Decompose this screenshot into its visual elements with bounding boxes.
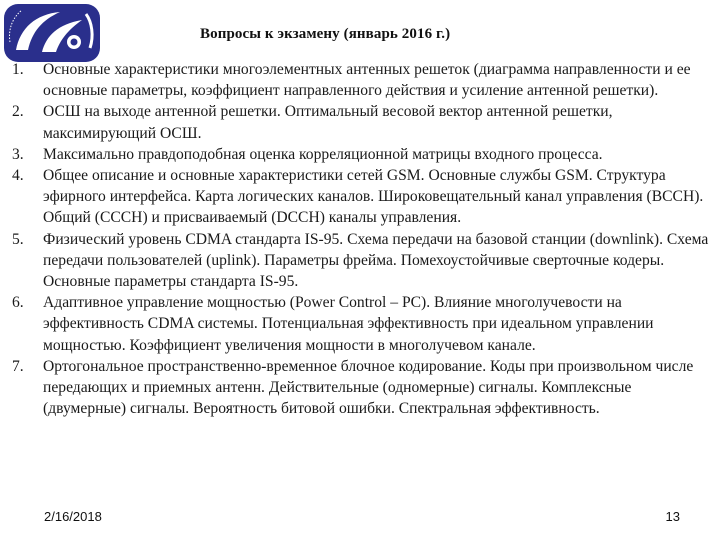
list-item: [12, 165, 712, 229]
university-logo-icon: [2, 2, 102, 64]
question-text: Основные характеристики многоэлементных антенных решеток (диаграмма направленности и ее основные параметры, коэффициент направленного действия и усиление антенной решетки).: [43, 61, 691, 100]
question-number: 6.: [12, 294, 24, 312]
footer-date: 2/16/2018: [44, 509, 102, 524]
question-text: Адаптивное управление мощностью (Power Control – PC). Влияние многолучевости на эффективность CDMA системы. Потенциальная эффективность при идеальном управлении мощностью. Коэффициент увеличения мощности в многолучевом канале.: [43, 294, 654, 354]
question-number: 1.: [12, 61, 24, 78]
list-item: [12, 59, 712, 101]
question-text: ОСШ на выходе антенной решетки. Оптимальный весовой вектор антенной решетки, максимирующий ОСШ.: [43, 103, 613, 142]
question-number: 4.: [12, 167, 24, 185]
question-list: [12, 59, 712, 419]
list-item: [12, 229, 712, 293]
question-number: 7.: [12, 357, 24, 375]
list-item: [12, 292, 712, 356]
list-item: [12, 144, 712, 165]
question-number: 3.: [12, 145, 24, 163]
list-item: [12, 101, 712, 143]
question-text: Физический уровень CDMA стандарта IS-95. Схема передачи на базовой станции (downlink). Схема передачи пользователей (uplink). Параметры фрейма. Помехоустойчивые сверточные кодеры. Основные параметры стандарта IS-95.: [43, 230, 709, 291]
list-item: [12, 356, 712, 420]
question-number: 5.: [12, 230, 24, 248]
question-text: Ортогональное пространственно-временное блочное кодирование. Коды при произвольном числе передающих и приемных антенн. Действительные (одномерные) сигналы. Комплексные (двумерные) сигналы. Вероятность битовой ошибки. Спектральная эффективность.: [43, 357, 694, 418]
question-text: Общее описание и основные характеристики сетей GSM. Основные службы GSM. Структура эфирного интерфейса. Карта логических каналов. Широковещательный канал управления (BCCH). Общий (CCCH) и присваиваемый (DCCH) каналы управления.: [43, 167, 704, 227]
question-text: Максимально правдоподобная оценка корреляционной матрицы входного процесса.: [43, 145, 603, 163]
page-number: 13: [665, 509, 680, 524]
question-number: 2.: [12, 103, 24, 121]
page-title: Вопросы к экзамену (январь 2016 г.): [200, 26, 451, 42]
